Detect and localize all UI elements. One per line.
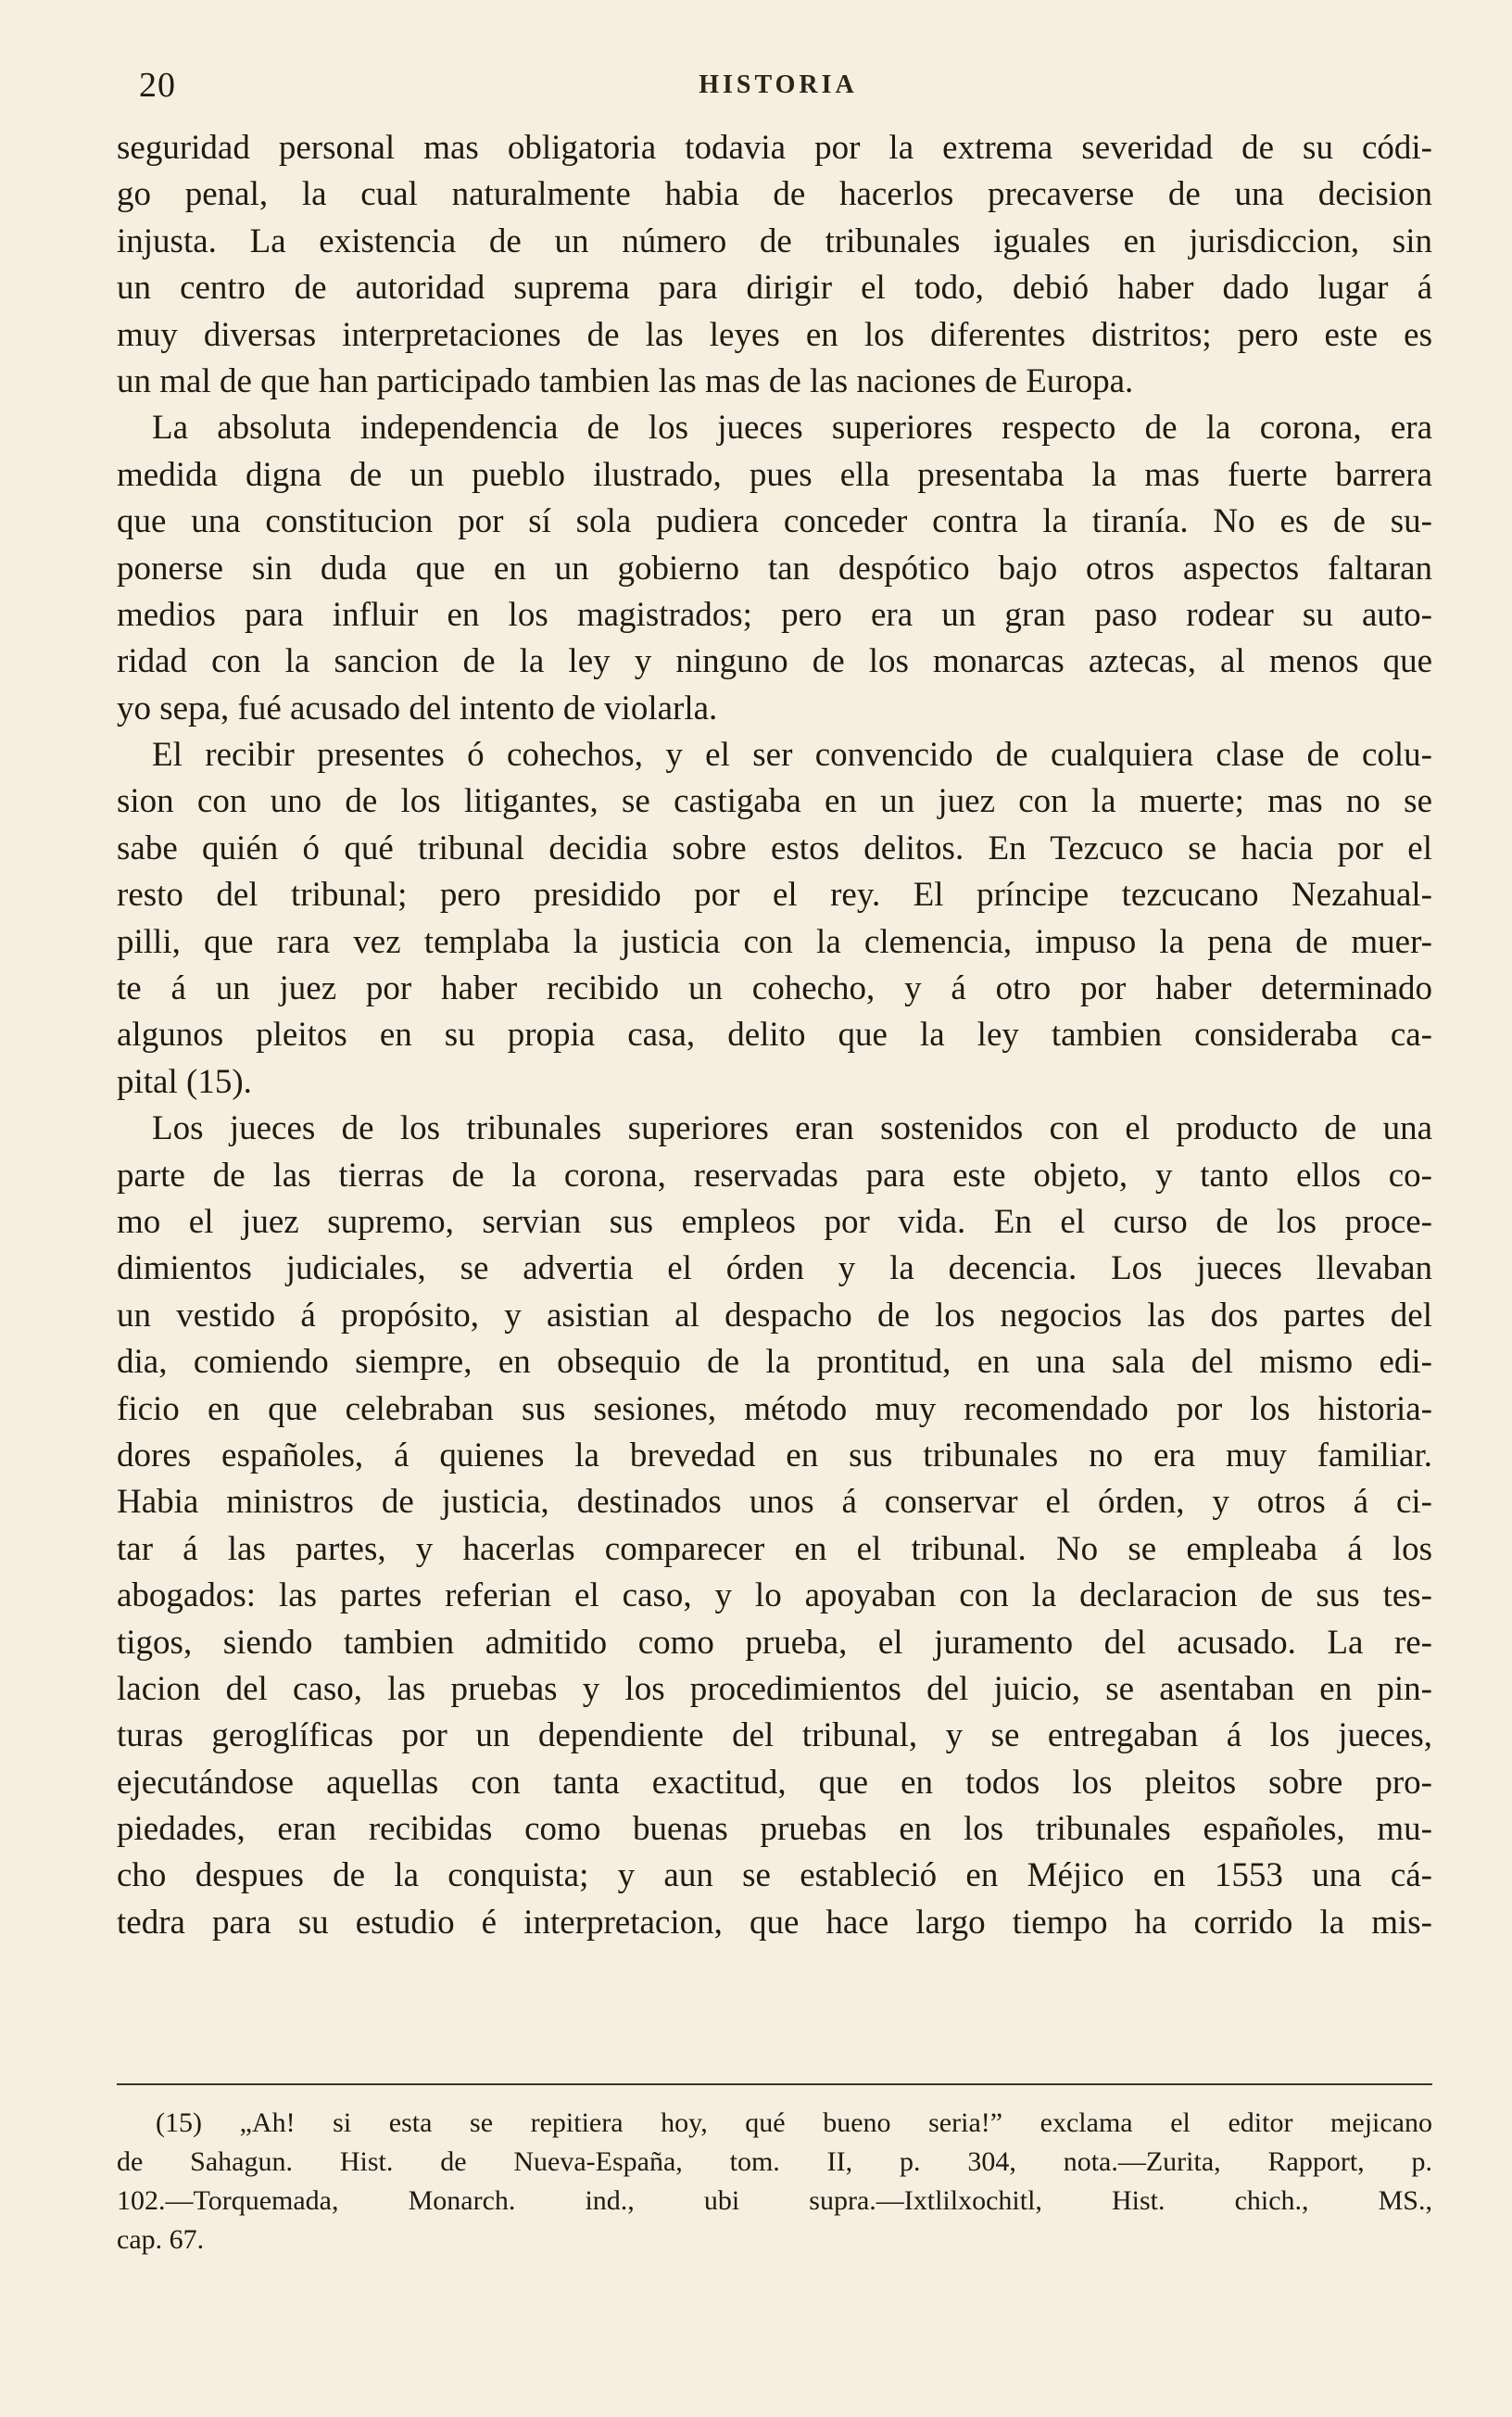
text-line: lacion del caso, las pruebas y los procedimientos del juicio, se asentaban en pin-: [117, 1669, 1432, 1708]
text-line: ridad con la sancion de la ley y ninguno de los monarcas aztecas, al menos que: [117, 642, 1432, 681]
text-line: te á un juez por haber recibido un cohecho, y á otro por haber determinado: [117, 969, 1432, 1008]
text-line: tigos, siendo tambien admitido como prueba, el juramento del acusado. La re-: [117, 1623, 1432, 1662]
text-line: tedra para su estudio é interpretacion, que hace largo tiempo ha corrido la mis-: [117, 1903, 1432, 1942]
text-line: sion con uno de los litigantes, se castigaba en un juez con la muerte; mas no se: [117, 782, 1432, 821]
text-line: La absoluta independencia de los jueces superiores respecto de la corona, era: [152, 409, 1432, 448]
text-line: piedades, eran recibidas como buenas pruebas en los tribunales españoles, mu-: [117, 1810, 1432, 1849]
text-line: Los jueces de los tribunales superiores eran sostenidos con el producto de una: [152, 1109, 1432, 1148]
text-line: seguridad personal mas obligatoria todavia por la extrema severidad de su códi-: [117, 129, 1432, 167]
text-line: yo sepa, fué acusado del intento de violarla.: [117, 689, 718, 728]
text-line: ponerse sin duda que en un gobierno tan despótico bajo otros aspectos faltaran: [117, 549, 1432, 588]
running-head: HISTORIA: [699, 70, 858, 99]
main-text: [117, 125, 1432, 1946]
footnote-line: cap. 67.: [117, 2224, 205, 2255]
text-line: algunos pleitos en su propia casa, delito que la ley tambien consideraba ca-: [117, 1016, 1432, 1055]
footnotes: [117, 2104, 1432, 2259]
text-line: un mal de que han participado tambien las mas de las naciones de Europa.: [117, 361, 1134, 400]
text-line: pital (15).: [117, 1062, 252, 1101]
footnote-line: (15) „Ah! si esta se repitiera hoy, qué bueno seria!” exclama el editor mejicano: [156, 2107, 1432, 2138]
text-line: que una constitucion por sí sola pudiera conceder contra la tiranía. No es de su-: [117, 502, 1432, 541]
text-line: dimientos judiciales, se advertia el órden y la decencia. Los jueces llevaban: [117, 1249, 1432, 1288]
text-line: un centro de autoridad suprema para dirigir el todo, debió haber dado lugar á: [117, 269, 1432, 308]
text-line: ejecutándose aquellas con tanta exactitud, que en todos los pleitos sobre pro-: [117, 1763, 1432, 1802]
footnote-line: de Sahagun. Hist. de Nueva-España, tom. II, p. 304, nota.—Zurita, Rapport, p.: [117, 2146, 1432, 2177]
text-line: un vestido á propósito, y asistian al despacho de los negocios las dos partes del: [117, 1296, 1432, 1335]
text-line: mo el juez supremo, servian sus empleos por vida. En el curso de los proce-: [117, 1202, 1432, 1241]
text-line: go penal, la cual naturalmente habia de hacerlos precaverse de una decision: [117, 175, 1432, 214]
text-line: Habia ministros de justicia, destinados unos á conservar el órden, y otros á ci-: [117, 1483, 1432, 1522]
text-line: muy diversas interpretaciones de las leyes en los diferentes distritos; pero este es: [117, 315, 1432, 354]
text-line: sabe quién ó qué tribunal decidia sobre estos delitos. En Tezcuco se hacia por el: [117, 829, 1432, 867]
footnote-rule: [117, 2083, 1432, 2085]
text-line: turas geroglíficas por un dependiente del tribunal, y se entregaban á los jueces,: [117, 1716, 1432, 1755]
text-line: cho despues de la conquista; y aun se estableció en Méjico en 1553 una cá-: [117, 1856, 1432, 1895]
text-line: dores españoles, á quienes la brevedad en sus tribunales no era muy familiar.: [117, 1436, 1432, 1474]
text-line: pilli, que rara vez templaba la justicia con la clemencia, impuso la pena de muer-: [117, 922, 1432, 961]
text-line: abogados: las partes referian el caso, y lo apoyaban con la declaracion de sus tes-: [117, 1576, 1432, 1615]
page-number: 20: [139, 66, 176, 105]
page-header: [139, 65, 1418, 111]
footnote-line: 102.—Torquemada, Monarch. ind., ubi supra.—Ixtlilxochitl, Hist. chich., MS.,: [117, 2185, 1432, 2216]
text-line: tar á las partes, y hacerlas comparecer en el tribunal. No se empleaba á los: [117, 1529, 1432, 1568]
text-line: medida digna de un pueblo ilustrado, pues ella presentaba la mas fuerte barrera: [117, 455, 1432, 494]
text-line: medios para influir en los magistrados; pero era un gran paso rodear su auto-: [117, 595, 1432, 634]
text-line: parte de las tierras de la corona, reservadas para este objeto, y tanto ellos co-: [117, 1156, 1432, 1195]
text-line: ficio en que celebraban sus sesiones, método muy recomendado por los historia-: [117, 1389, 1432, 1428]
text-line: El recibir presentes ó cohechos, y el ser convencido de cualquiera clase de colu-: [152, 736, 1432, 775]
text-line: resto del tribunal; pero presidido por el rey. El príncipe tezcucano Nezahual-: [117, 876, 1432, 915]
text-line: injusta. La existencia de un número de tribunales iguales en jurisdiccion, sin: [117, 221, 1432, 260]
text-line: dia, comiendo siempre, en obsequio de la prontitud, en una sala del mismo edi-: [117, 1343, 1432, 1382]
